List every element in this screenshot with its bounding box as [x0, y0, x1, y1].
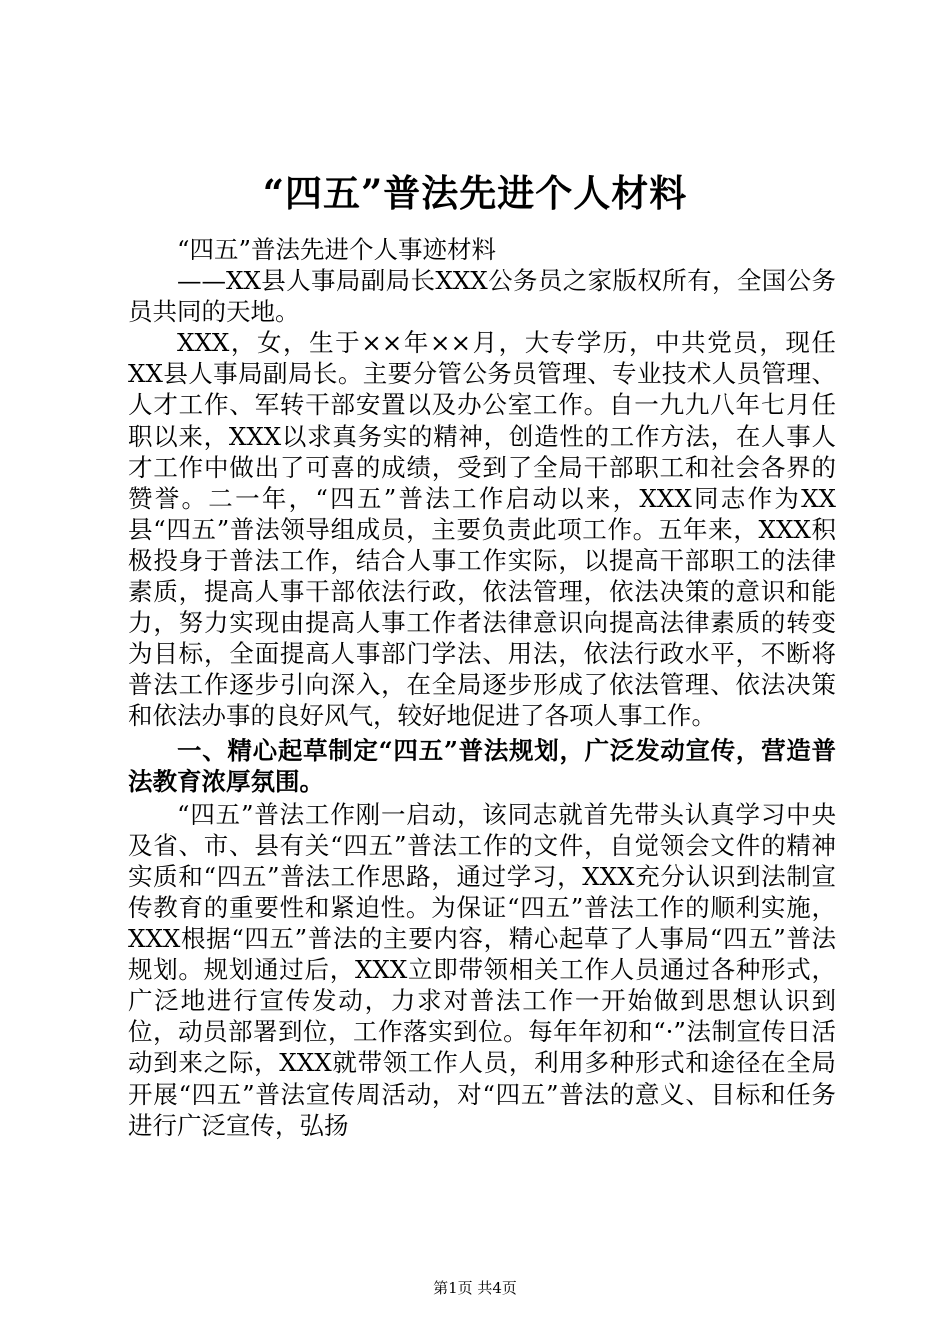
document-byline: ——XX县人事局副局长XXX公务员之家版权所有，全国公务员共同的天地。 — [128, 266, 836, 327]
document-body — [128, 234, 836, 1141]
page-number: 第1页 共4页 — [433, 1279, 517, 1297]
document-subtitle: “四五”普法先进个人事迹材料 — [177, 235, 497, 264]
paragraph-intro: XXX，女，生于××年××月，大专学历，中共党员，现任XX县人事局副局长。主要分管公务员管理、专业技术人员管理、人才工作、军转干部安置以及办公室工作。自一九九八年七月任职以来，XXX以求真务实的精神，创造性的工作方法，在人事人才工作中做出了可喜的成绩，受到了全局干部职工和社会各界的赞誉。二一年，“四五”普法工作启动以来，XXX同志作为XX县“四五”普法领导组成员，主要负责此项工作。五年来，XXX积极投身于普法工作，结合人事工作实际，以提高干部职工的法律素质，提高人事干部依法行政，依法管理，依法决策的意识和能力，努力实现由提高人事工作者法律意识向提高法律素质的转变为目标，全面提高人事部门学法、用法，依法行政水平，不断将普法工作逐步引向深入，在全局逐步形成了依法管理、依法决策和依法办事的良好风气，较好地促进了各项人事工作。 — [128, 328, 836, 731]
section-heading-1: 一、精心起草制定“四五”普法规划，广泛发动宣传，营造普法教育浓厚氛围。 — [128, 735, 836, 796]
document-title: “四五”普法先进个人材料 — [262, 171, 688, 215]
paragraph-section-1: “四五”普法工作刚一启动，该同志就首先带头认真学习中央及省、市、县有关“四五”普法工作的文件，自觉领会文件的精神实质和“四五”普法工作思路，通过学习，XXX充分认识到法制宣传教育的重要性和紧迫性。为保证“四五”普法工作的顺利实施，XXX根据“四五”普法的主要内容，精心起草了人事局“四五”普法规划。规划通过后，XXX立即带领相关工作人员通过各种形式，广泛地进行宣传发动，力求对普法工作一开始做到思想认识到位，动员部署到位，工作落实到位。每年年初和“·”法制宣传日活动到来之际，XXX就带领工作人员，利用多种形式和途径在全局开展“四五”普法宣传周活动，对“四五”普法的意义、目标和任务进行广泛宣传，弘扬 — [128, 799, 836, 1140]
